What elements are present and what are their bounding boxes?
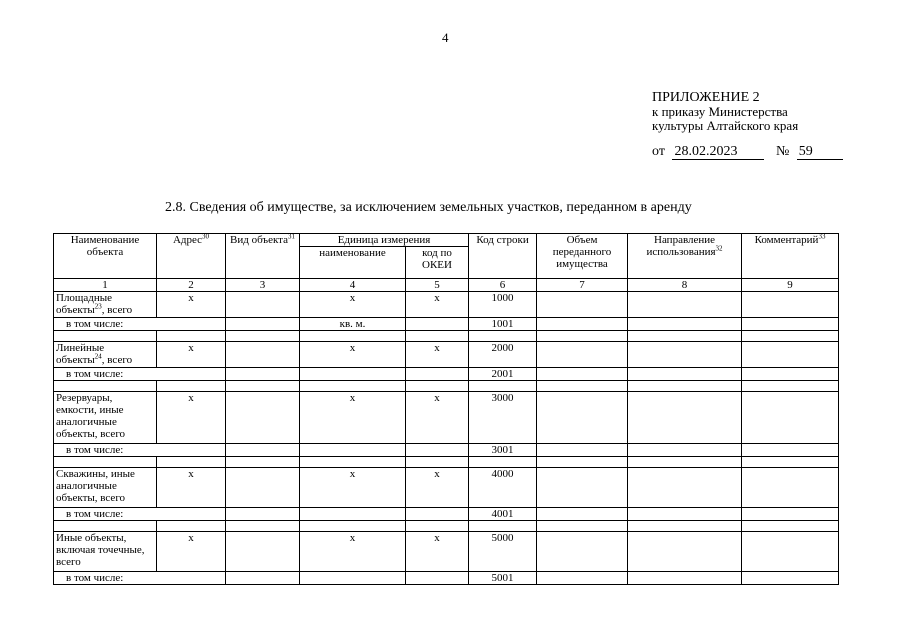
spacer-row [54,331,839,342]
spacer-row [54,457,839,468]
table-row [54,532,839,572]
kind-cell [226,368,300,381]
volume-cell [537,392,628,444]
including-label: в том числе: [54,444,226,457]
address-cell: х [157,532,226,572]
address-cell: х [157,342,226,368]
table-row-including [54,444,839,457]
column-number: 6 [469,279,537,292]
unit-code-cell [406,508,469,521]
object-name: Иные объекты, включая точечные, всего [54,532,157,572]
empty-cell [469,381,537,392]
unit-code-cell [406,318,469,331]
appendix-title: ПРИЛОЖЕНИЕ 2 [652,90,760,105]
unit-code-cell [406,368,469,381]
table-row-including [54,368,839,381]
direction-cell [628,318,742,331]
direction-cell [628,532,742,572]
kind-cell [226,444,300,457]
empty-cell [628,521,742,532]
empty-cell [157,457,226,468]
kind-cell [226,392,300,444]
empty-cell [628,457,742,468]
volume-cell [537,292,628,318]
direction-cell [628,508,742,521]
empty-cell [54,381,157,392]
header-direction: Направление использования$^{32}$ [628,234,742,279]
unit-name-cell: кв. м. [300,318,406,331]
empty-cell [469,331,537,342]
volume-cell [537,444,628,457]
table-row [54,342,839,368]
empty-cell [406,381,469,392]
empty-cell [300,521,406,532]
empty-cell [469,521,537,532]
empty-cell [226,331,300,342]
row-code-cell: 3000 [469,392,537,444]
appendix-line-1: к приказу Министерства [652,104,788,119]
number-label: № [775,144,790,159]
row-code-cell: 2000 [469,342,537,368]
comment-cell [742,392,839,444]
empty-cell [537,331,628,342]
comment-cell [742,368,839,381]
volume-cell [537,532,628,572]
row-code-cell: 1000 [469,292,537,318]
row-code-cell: 3001 [469,444,537,457]
including-label: в том числе: [54,508,226,521]
object-name: Скважины, иные аналогичные объекты, всего [54,468,157,508]
address-cell: х [157,468,226,508]
empty-cell [406,457,469,468]
unit-code-cell [406,444,469,457]
comment-cell [742,292,839,318]
empty-cell [54,521,157,532]
appendix-line-2: культуры Алтайского края [652,118,799,133]
table-row [54,468,839,508]
order-date: 28.02.2023 [672,145,764,160]
comment-cell [742,468,839,508]
unit-code-cell: х [406,392,469,444]
order-dateline [652,145,843,160]
object-name: Резервуары, емкости, иные аналогичные объекты, всего [54,392,157,444]
direction-cell [628,292,742,318]
empty-cell [157,331,226,342]
table-row [54,392,839,444]
row-code-cell: 5001 [469,572,537,585]
empty-cell [628,381,742,392]
table-row [54,292,839,318]
column-number: 3 [226,279,300,292]
header-comment: Комментарий$^{33}$ [742,234,839,279]
row-code-cell: 5000 [469,532,537,572]
empty-cell [628,331,742,342]
direction-cell [628,392,742,444]
header-volume: Объем переданного имущества [537,234,628,279]
address-cell: х [157,292,226,318]
empty-cell [226,457,300,468]
comment-cell [742,342,839,368]
kind-cell [226,572,300,585]
empty-cell [300,381,406,392]
including-label: в том числе: [54,318,226,331]
row-code-cell: 4001 [469,508,537,521]
column-number-row [54,279,839,292]
header-kind: Вид объекта$^{31}$ [226,234,300,279]
from-label: от [652,144,665,159]
empty-cell [406,521,469,532]
unit-name-cell [300,572,406,585]
header-unit-group: Единица измерения [300,234,469,247]
unit-name-cell: х [300,468,406,508]
including-label: в том числе: [54,368,226,381]
direction-cell [628,368,742,381]
unit-name-cell: х [300,342,406,368]
kind-cell [226,342,300,368]
empty-cell [469,457,537,468]
unit-code-cell: х [406,342,469,368]
empty-cell [54,331,157,342]
volume-cell [537,468,628,508]
header-row-code: Код строки [469,234,537,279]
property-table [53,233,839,585]
header-unit-code: код по ОКЕИ [406,247,469,279]
column-number: 4 [300,279,406,292]
empty-cell [742,521,839,532]
unit-name-cell: х [300,532,406,572]
column-number: 7 [537,279,628,292]
empty-cell [537,521,628,532]
empty-cell [537,457,628,468]
empty-cell [226,521,300,532]
column-number: 5 [406,279,469,292]
empty-cell [742,381,839,392]
address-cell: х [157,392,226,444]
empty-cell [300,331,406,342]
column-number: 9 [742,279,839,292]
row-code-cell: 1001 [469,318,537,331]
volume-cell [537,508,628,521]
empty-cell [157,381,226,392]
unit-code-cell: х [406,292,469,318]
comment-cell [742,444,839,457]
kind-cell [226,318,300,331]
direction-cell [628,342,742,368]
unit-name-cell: х [300,392,406,444]
unit-name-cell [300,444,406,457]
comment-cell [742,318,839,331]
comment-cell [742,508,839,521]
comment-cell [742,572,839,585]
column-number: 8 [628,279,742,292]
empty-cell [300,457,406,468]
section-title: 2.8. Сведения об имуществе, за исключением земельных участков, переданном в аренду [165,200,692,215]
table-row-including [54,318,839,331]
column-number: 1 [54,279,157,292]
object-name: Линейные объекты$^{24}$, всего [54,342,157,368]
row-code-cell: 4000 [469,468,537,508]
unit-code-cell [406,572,469,585]
page-number: 4 [442,30,449,45]
header-address: Адрес$^{30}$ [157,234,226,279]
empty-cell [406,331,469,342]
header-unit-name: наименование [300,247,406,279]
direction-cell [628,572,742,585]
empty-cell [742,457,839,468]
unit-code-cell: х [406,468,469,508]
empty-cell [54,457,157,468]
kind-cell [226,532,300,572]
unit-name-cell [300,508,406,521]
kind-cell [226,292,300,318]
comment-cell [742,532,839,572]
table-row-including [54,572,839,585]
including-label: в том числе: [54,572,226,585]
volume-cell [537,572,628,585]
object-name: Площадные объекты$^{23}$, всего [54,292,157,318]
row-code-cell: 2001 [469,368,537,381]
unit-code-cell: х [406,532,469,572]
unit-name-cell [300,368,406,381]
column-number: 2 [157,279,226,292]
kind-cell [226,508,300,521]
empty-cell [742,331,839,342]
table-row-including [54,508,839,521]
spacer-row [54,521,839,532]
header-name: Наименование объекта [54,234,157,279]
direction-cell [628,468,742,508]
empty-cell [226,381,300,392]
appendix-block [652,91,843,160]
volume-cell [537,342,628,368]
direction-cell [628,444,742,457]
order-number: 59 [797,145,843,160]
spacer-row [54,381,839,392]
empty-cell [157,521,226,532]
empty-cell [537,381,628,392]
volume-cell [537,318,628,331]
volume-cell [537,368,628,381]
unit-name-cell: х [300,292,406,318]
kind-cell [226,468,300,508]
